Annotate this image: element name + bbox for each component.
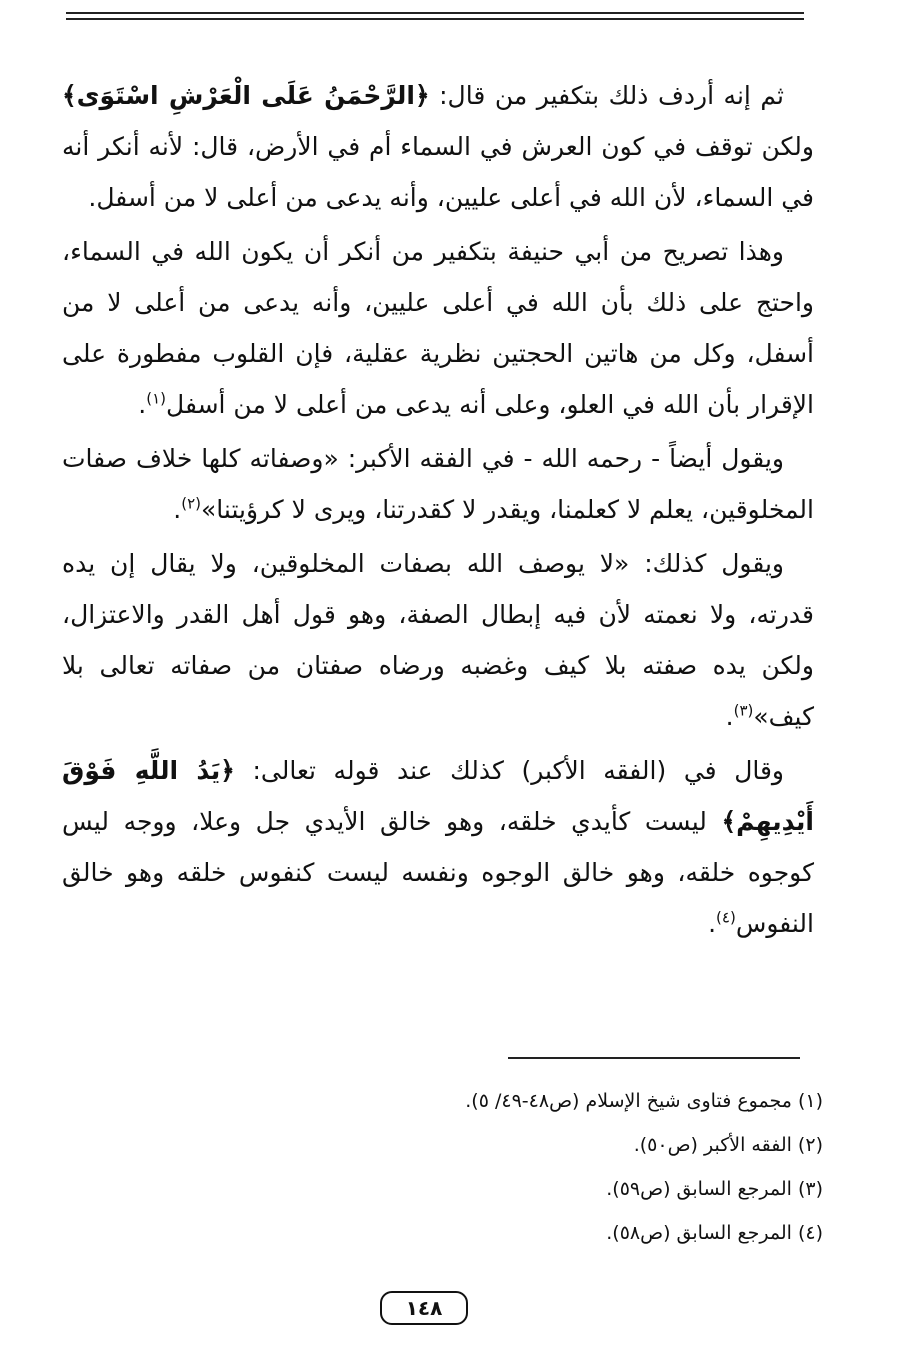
paragraph-text: . [173, 495, 182, 524]
body-text [62, 70, 814, 949]
paragraph [62, 538, 814, 742]
header-rule [66, 12, 804, 14]
quran-verse: ﴿الرَّحْمَنُ عَلَى الْعَرْشِ اسْتَوَى﴾ [62, 81, 430, 110]
paragraph-text: وهذا تصريح من أبي حنيفة بتكفير من أنكر أن يكون الله في السماء، واحتج على ذلك بأن الله في أعلى عليين، وأنه يدعى من أعلى لا من أسفل، وكل من هاتين الحجتين نظرية عقلية، فإن القلوب مفطورة على الإقرار بأن الله في العلو، وعلى أنه يدعى من أعلى لا من أسفل [62, 237, 814, 419]
paragraph-text: . [708, 909, 717, 938]
footnote-3: (٣) المرجع السابق (ص٥٩). [606, 1178, 823, 1200]
paragraph-text: وقال في (الفقه الأكبر) كذلك عند قوله تعالى: [234, 756, 784, 785]
quran-verse: ﴿يَدُ اللَّهِ فَوْقَ أَيْدِيهِمْ﴾ [62, 756, 814, 836]
paragraph-text: . [138, 390, 147, 419]
footnote-reference: (٤) [716, 908, 736, 927]
page-number: ١٤٨ [380, 1291, 468, 1325]
paragraph-text: ثم إنه أردف ذلك بتكفير من قال: [429, 81, 784, 110]
paragraph [62, 70, 814, 223]
paragraph [62, 433, 814, 535]
footnote-reference: (٢) [181, 494, 201, 513]
footnote-1: (١) مجموع فتاوى شيخ الإسلام (ص٤٨-٤٩/ ٥). [465, 1090, 823, 1112]
paragraph-text: ويقول كذلك: «لا يوصف الله بصفات المخلوقين، ولا يقال إن يده قدرته، ولا نعمته لأن فيه إبطال الصفة، وهو قول أهل القدر والاعتزال، ولكن يده صفته بلا كيف وغضبه ورضاه صفتان من صفاته تعالى بلا كيف» [62, 549, 814, 731]
footnote-reference: (١) [146, 389, 167, 408]
paragraph-text: . [725, 702, 734, 731]
paragraph [62, 745, 814, 949]
paragraph-text: ويقول أيضاً - رحمه الله - في الفقه الأكبر: «وصفاته كلها خلاف صفات المخلوقين، يعلم لا كعلمنا، ويقدر لا كقدرتنا، ويرى لا كرؤيتنا» [62, 444, 814, 524]
paragraph-text: ليست كأيدي خلقه، وهو خالق الأيدي جل وعلا، ووجه ليس كوجوه خلقه، وهو خالق الوجوه ونفسه ليست كنفوس خلقه وهو خالق النفوس [62, 807, 814, 938]
footnote-4: (٤) المرجع السابق (ص٥٨). [606, 1222, 823, 1244]
paragraph [62, 226, 814, 430]
footnote-2: (٢) الفقه الأكبر (ص٥٠). [633, 1134, 823, 1156]
footnote-reference: (٣) [733, 701, 754, 720]
paragraph-text: ولكن توقف في كون العرش في السماء أم في الأرض، قال: لأنه أنكر أنه في السماء، لأن الله في أعلى عليين، وأنه يدعى من أعلى لا من أسفل. [62, 132, 814, 212]
footnotes [103, 1079, 823, 1255]
header-rule [66, 18, 804, 20]
footnote-separator [508, 1057, 800, 1059]
